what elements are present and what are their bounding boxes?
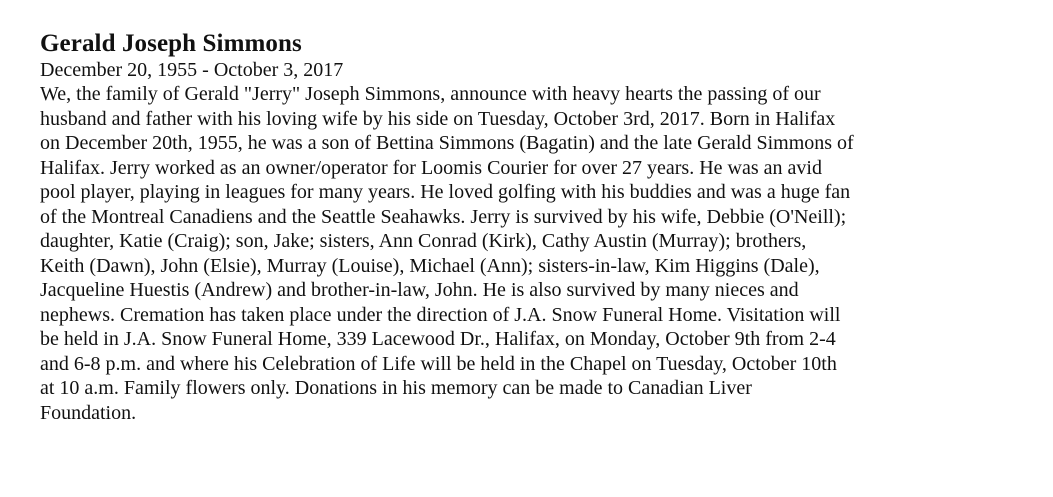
body-line: We, the family of Gerald "Jerry" Joseph Simmons, announce with heavy hearts the passing of our	[40, 83, 821, 105]
obituary-name: Gerald Joseph Simmons	[40, 30, 302, 57]
body-line: Halifax. Jerry worked as an owner/operator for Loomis Courier for over 27 years. He was an avid	[40, 156, 822, 179]
body-line: husband and father with his loving wife by his side on Tuesday, October 3rd, 2017. Born in Halifax	[40, 107, 836, 130]
body-line: Keith (Dawn), John (Elsie), Murray (Louise), Michael (Ann); sisters-in-law, Kim Higgins (Dale),	[40, 254, 820, 277]
body-line: Jacqueline Huestis (Andrew) and brother-in-law, John. He is also survived by many nieces and	[40, 279, 799, 301]
obituary	[40, 29, 1030, 425]
body-line: and 6-8 p.m. and where his Celebration of Life will be held in the Chapel on Tuesday, October 10th	[40, 352, 837, 375]
obituary-dates: December 20, 1955 - October 3, 2017	[40, 59, 344, 81]
body-line: at 10 a.m. Family flowers only. Donations in his memory can be made to Canadian Liver	[40, 377, 752, 399]
body-line: pool player, playing in leagues for many years. He loved golfing with his buddies and was a huge fan	[40, 181, 851, 203]
body-line: of the Montreal Canadiens and the Seattle Seahawks. Jerry is survived by his wife, Debbie (O'Neill);	[40, 205, 847, 228]
body-line: be held in J.A. Snow Funeral Home, 339 Lacewood Dr., Halifax, on Monday, October 9th from 2-4	[40, 328, 836, 350]
body-line: on December 20th, 1955, he was a son of Bettina Simmons (Bagatin) and the late Gerald Simmons of	[40, 132, 854, 154]
body-line: nephews. Cremation has taken place under the direction of J.A. Snow Funeral Home. Visitation will	[40, 303, 841, 326]
body-line: Foundation.	[40, 401, 137, 424]
body-line: daughter, Katie (Craig); son, Jake; sisters, Ann Conrad (Kirk), Cathy Austin (Murray); brothers,	[40, 230, 807, 252]
obituary-body	[40, 82, 1030, 425]
